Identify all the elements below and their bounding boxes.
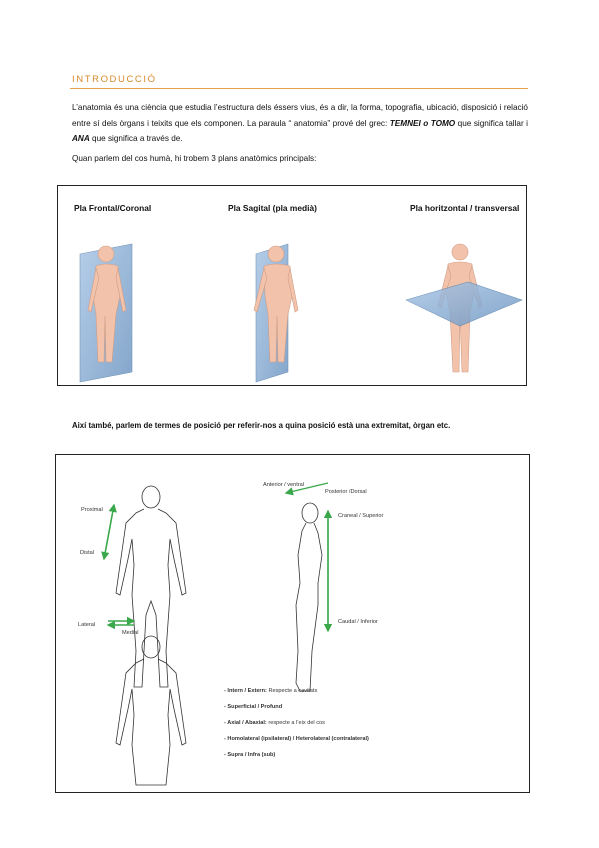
frontal-plane-diagram — [80, 244, 132, 382]
intro-text-1: L’anatomia és una ciència que estudia l’estructura dels éssers vius, és a dir, la forma, topografia, ubicació, disposició i relació entre sí dels òrgans i teixits que els componen. La paraula “ anatomia” prové del grec: — [72, 103, 528, 128]
label-anterior: Anterior / ventral — [263, 482, 305, 488]
label-medial: Medial — [122, 630, 139, 636]
title-rule — [70, 88, 528, 89]
label-distal: Distal — [80, 550, 94, 556]
sagittal-plane-diagram — [254, 244, 298, 382]
term-axial-abaxial: - Axial / Abaxial: respecte a l’eix del cos — [224, 720, 325, 726]
term-internal-external: - Intern / Extern: Respecte a cavitats — [224, 688, 318, 694]
greek-term-temnei: TEMNEI o TOMO — [389, 118, 456, 128]
planes-illustration — [58, 186, 526, 385]
horizontal-plane-diagram — [406, 244, 522, 372]
label-cranial: Craneal / Superior — [338, 513, 384, 519]
label-caudal: Caudal / Inferior — [338, 619, 378, 625]
intro-text-2: que significa tallar i — [455, 118, 528, 128]
front-body-outline — [116, 486, 186, 687]
greek-term-ana: ANA — [72, 134, 90, 143]
plane-title-sagittal: Pla Sagital (pla medià) — [228, 203, 317, 213]
intro-text-3: que significa a través de. — [89, 134, 183, 143]
positions-figure — [55, 454, 530, 793]
side-body-outline — [296, 503, 322, 691]
plane-title-horizontal: Pla horitzontal / transversal — [410, 203, 520, 213]
position-intro: Així també, parlem de termes de posició per referir-nos a quina posició està una extremitat, òrgan etc. — [72, 421, 451, 430]
section-title: INTRODUCCIÓ — [72, 74, 157, 85]
plane-title-frontal: Pla Frontal/Coronal — [74, 203, 152, 213]
front-body-outline-lower — [116, 636, 186, 785]
term-superficial-deep: - Superficial / Profund — [224, 704, 283, 710]
term-supra-infra: - Supra / Infra (sub) — [224, 752, 276, 758]
label-posterior: Posterior /Dorsal — [325, 489, 367, 495]
label-lateral: Lateral — [78, 622, 96, 628]
intro-paragraph — [72, 100, 528, 147]
position-terms-list — [224, 683, 369, 763]
planes-intro: Quan parlem del cos humà, hi trobem 3 plans anatòmics principals: — [72, 154, 317, 163]
planes-figure — [57, 185, 527, 386]
term-homolateral: - Homolateral (ipsilateral) / Heterolateral (contralateral) — [224, 736, 369, 742]
label-proximal: Proximal — [81, 507, 103, 513]
